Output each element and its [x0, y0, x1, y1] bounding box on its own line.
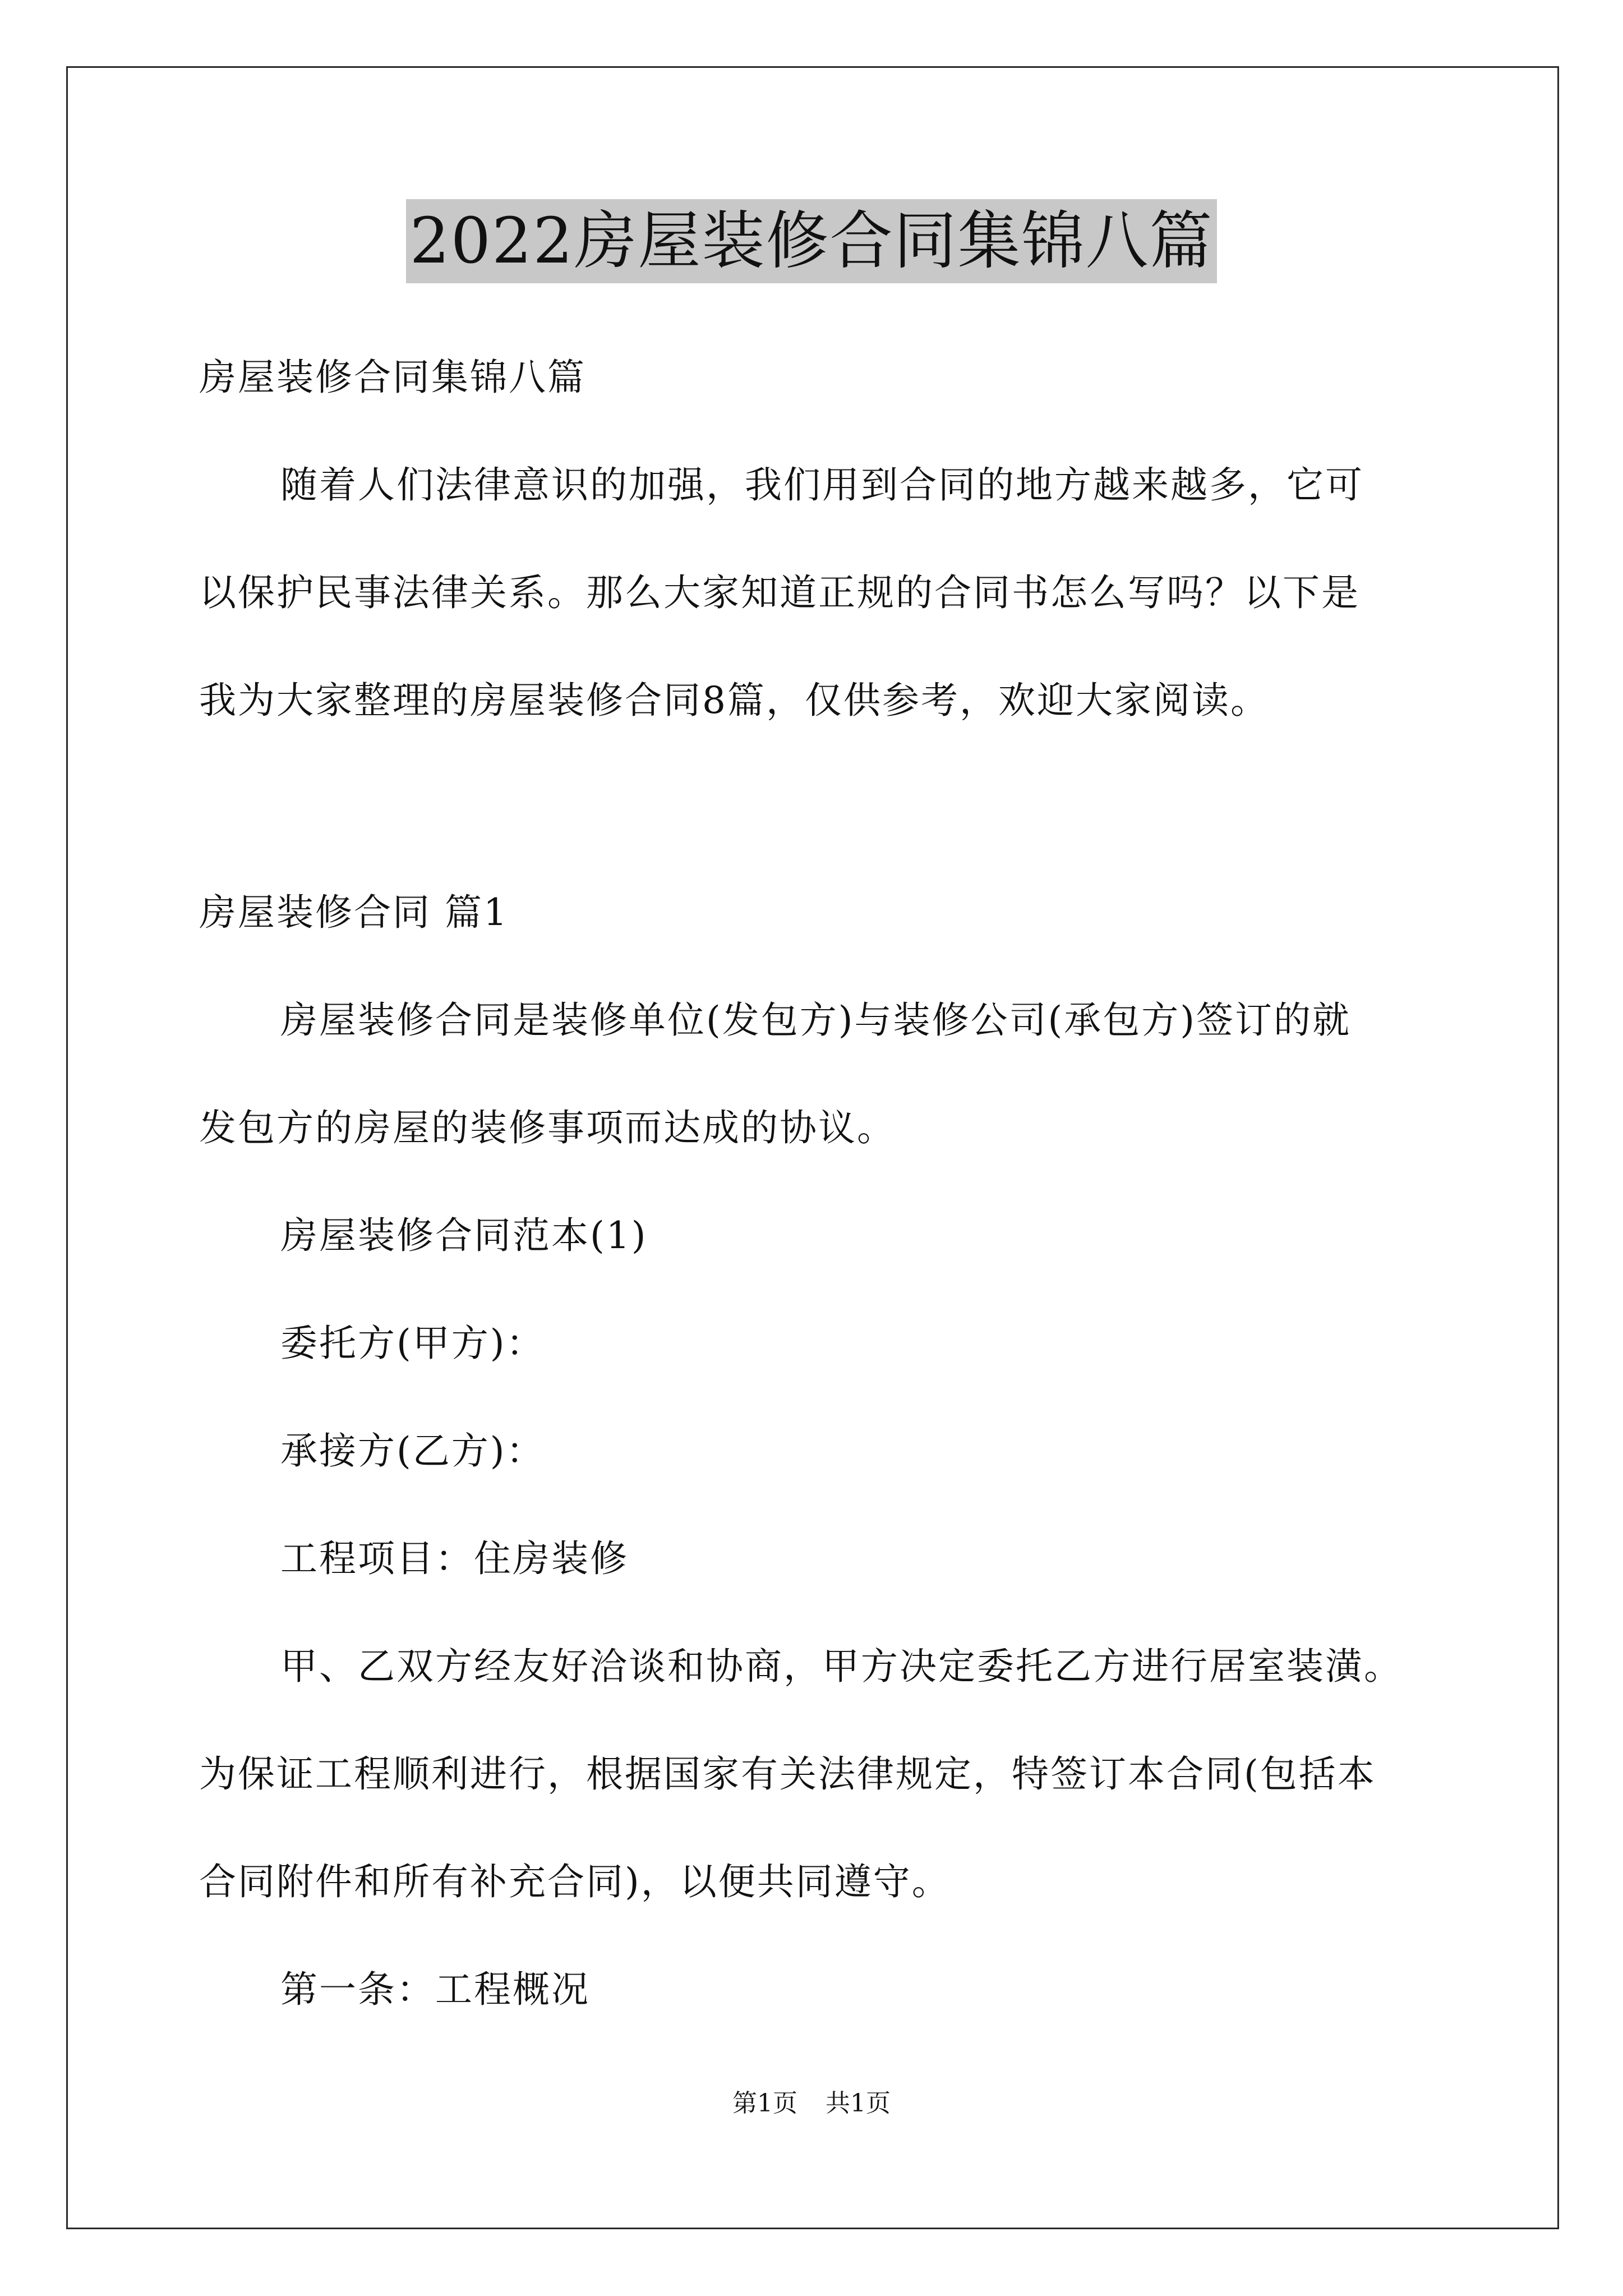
document-subtitle: 房屋装修合同集锦八篇	[199, 356, 586, 399]
document-title: 2022房屋装修合同集锦八篇	[406, 199, 1216, 283]
party-b-label: 承接方(乙方)：	[280, 1429, 545, 1473]
definition-line-2: 发包方的房屋的装修事项而达成的协议。	[199, 1106, 896, 1149]
title-container	[0, 199, 1623, 283]
sample-heading: 房屋装修合同范本(1)	[280, 1214, 648, 1257]
project-line: 工程项目：住房装修	[280, 1537, 629, 1580]
section-heading: 房屋装修合同 篇1	[199, 891, 509, 934]
intro-line-2: 以保护民事法律关系。那么大家知道正规的合同书怎么写吗？以下是	[199, 571, 1360, 614]
definition-line-1: 房屋装修合同是装修单位(发包方)与装修公司(承包方)签订的就	[280, 999, 1351, 1042]
agreement-line-2: 为保证工程顺利进行，根据国家有关法律规定，特签订本合同(包括本	[199, 1752, 1376, 1796]
party-a-label: 委托方(甲方)：	[280, 1322, 545, 1365]
agreement-line-1: 甲、乙双方经友好洽谈和协商，甲方决定委托乙方进行居室装潢。	[280, 1645, 1403, 1688]
page-number: 第1页	[732, 2089, 797, 2118]
intro-line-1: 随着人们法律意识的加强，我们用到合同的地方越来越多，它可	[280, 463, 1364, 507]
page-total: 共1页	[826, 2089, 891, 2118]
page-footer	[0, 2087, 1623, 2120]
intro-line-3: 我为大家整理的房屋装修合同8篇，仅供参考，欢迎大家阅读。	[199, 679, 1269, 722]
article-1-heading: 第一条：工程概况	[280, 1968, 590, 2011]
agreement-line-3: 合同附件和所有补充合同)，以便共同遵守。	[199, 1860, 951, 1903]
